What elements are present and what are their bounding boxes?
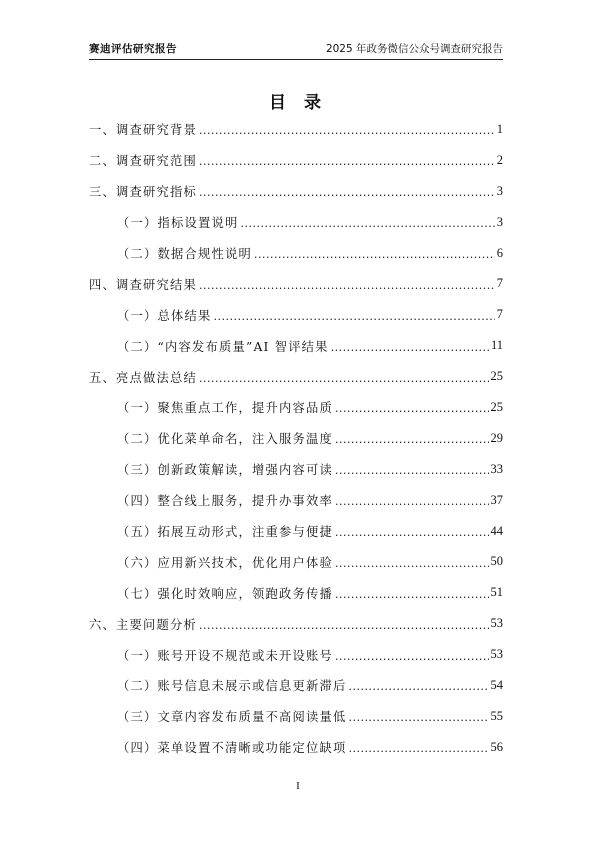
dot-leader [335,587,489,599]
toc-entry-page: 1 [496,121,503,136]
toc-title: 目 录 [269,93,327,113]
toc-entry-page: 53 [490,647,503,662]
toc-entry-label: （六）应用新兴技术，优化用户体验 [117,555,333,570]
dot-leader [199,618,489,630]
dot-leader [335,432,489,444]
toc-entry-page: 6 [496,245,503,260]
toc-entry[interactable] [89,608,503,639]
toc-entry-label: （一）指标设置说明 [117,216,239,231]
toc-entry-page: 25 [490,399,503,414]
toc-subentry[interactable] [89,732,503,763]
toc-entry-label: 三、调查研究指标 [89,185,197,200]
toc-entry-label: 二、调查研究范围 [89,154,197,169]
dot-leader [254,247,495,259]
toc-entry-page: 2 [496,152,503,167]
dot-leader [335,556,489,568]
toc-entry-page: 3 [496,214,503,229]
dot-leader [348,710,488,722]
toc-entry-label: （二）数据合规性说明 [117,247,252,261]
toc-entry-label: （三）创新政策解读，增强内容可读 [117,463,333,478]
dot-leader [240,216,494,228]
toc-subentry[interactable] [89,392,503,423]
dot-leader [335,494,489,506]
toc-subentry[interactable] [89,454,503,485]
toc-entry-page: 25 [490,369,503,384]
toc-entry-page: 33 [490,461,503,476]
toc-subentry[interactable] [89,670,503,701]
dot-leader [335,401,489,413]
toc-entry-label: 四、调查研究结果 [89,277,197,292]
toc-entry-label: （二）账号信息未展示或信息更新滞后 [117,679,347,694]
toc-entry-label: （一）总体结果 [117,308,212,323]
table-of-contents [89,114,503,763]
toc-entry-page: 55 [490,708,503,723]
toc-entry-page: 53 [490,616,503,631]
dot-leader [199,371,489,383]
toc-entry-label: （一）聚焦重点工作，提升内容品质 [117,401,333,416]
toc-entry-label: （四）菜单设置不清晰或功能定位缺项 [117,741,347,756]
toc-entry-label: （二）优化菜单命名，注入服务温度 [117,432,333,447]
toc-entry-page: 51 [490,585,503,600]
dot-leader [335,463,489,475]
toc-subentry[interactable] [89,546,503,577]
toc-entry-page: 7 [496,307,503,322]
toc-entry-page: 3 [496,183,503,198]
toc-subentry[interactable] [89,330,503,361]
page-number: I [296,780,300,792]
toc-entry-page: 7 [496,276,503,291]
toc-subentry[interactable] [89,577,503,608]
toc-entry-label: 六、主要问题分析 [89,617,197,632]
toc-entry[interactable] [89,361,503,392]
toc-entry[interactable] [89,145,503,176]
toc-entry-label: （五）拓展互动形式，注重参与便捷 [117,525,333,540]
toc-entry[interactable] [89,114,503,145]
toc-subentry[interactable] [89,423,503,454]
dot-leader [199,154,495,166]
dot-leader [199,123,495,135]
toc-subentry[interactable] [89,639,503,670]
toc-entry-label: 一、调查研究背景 [89,123,197,138]
dot-leader [335,649,489,661]
dot-leader [348,679,488,691]
toc-subentry[interactable] [89,516,503,547]
toc-subentry[interactable] [89,207,503,238]
toc-entry[interactable] [89,268,503,299]
toc-entry-page: 37 [490,492,503,507]
toc-subentry[interactable] [89,701,503,732]
dot-leader [335,525,489,537]
dot-leader [348,741,488,753]
toc-entry-page: 56 [490,739,503,754]
toc-subentry[interactable] [89,485,503,516]
running-header [89,38,503,58]
toc-entry-page: 50 [490,554,503,569]
dot-leader [199,278,495,290]
toc-entry-page: 44 [490,523,503,538]
dot-leader [213,309,494,321]
toc-entry-page: 29 [490,430,503,445]
dot-leader [199,185,495,197]
toc-entry-label: （二）“内容发布质量”AI 智评结果 [117,339,329,354]
toc-entry-label: （一）账号开设不规范或未开设账号 [117,648,333,663]
toc-entry-label: 五、亮点做法总结 [89,370,197,385]
header-org: 赛迪评估研究报告 [89,43,177,55]
toc-subentry[interactable] [89,299,503,330]
toc-entry-label: （七）强化时效响应，领跑政务传播 [117,586,333,601]
header-rule [89,59,503,60]
toc-subentry[interactable] [89,238,503,269]
toc-entry-label: （三）文章内容发布质量不高阅读量低 [117,710,347,725]
toc-entry-label: （四）整合线上服务，提升办事效率 [117,494,333,509]
toc-entry[interactable] [89,176,503,207]
header-report-title: 2025 年政务微信公众号调查研究报告 [325,43,503,55]
toc-entry-page: 11 [490,338,503,353]
toc-entry-page: 54 [490,677,503,692]
dot-leader [331,340,489,352]
